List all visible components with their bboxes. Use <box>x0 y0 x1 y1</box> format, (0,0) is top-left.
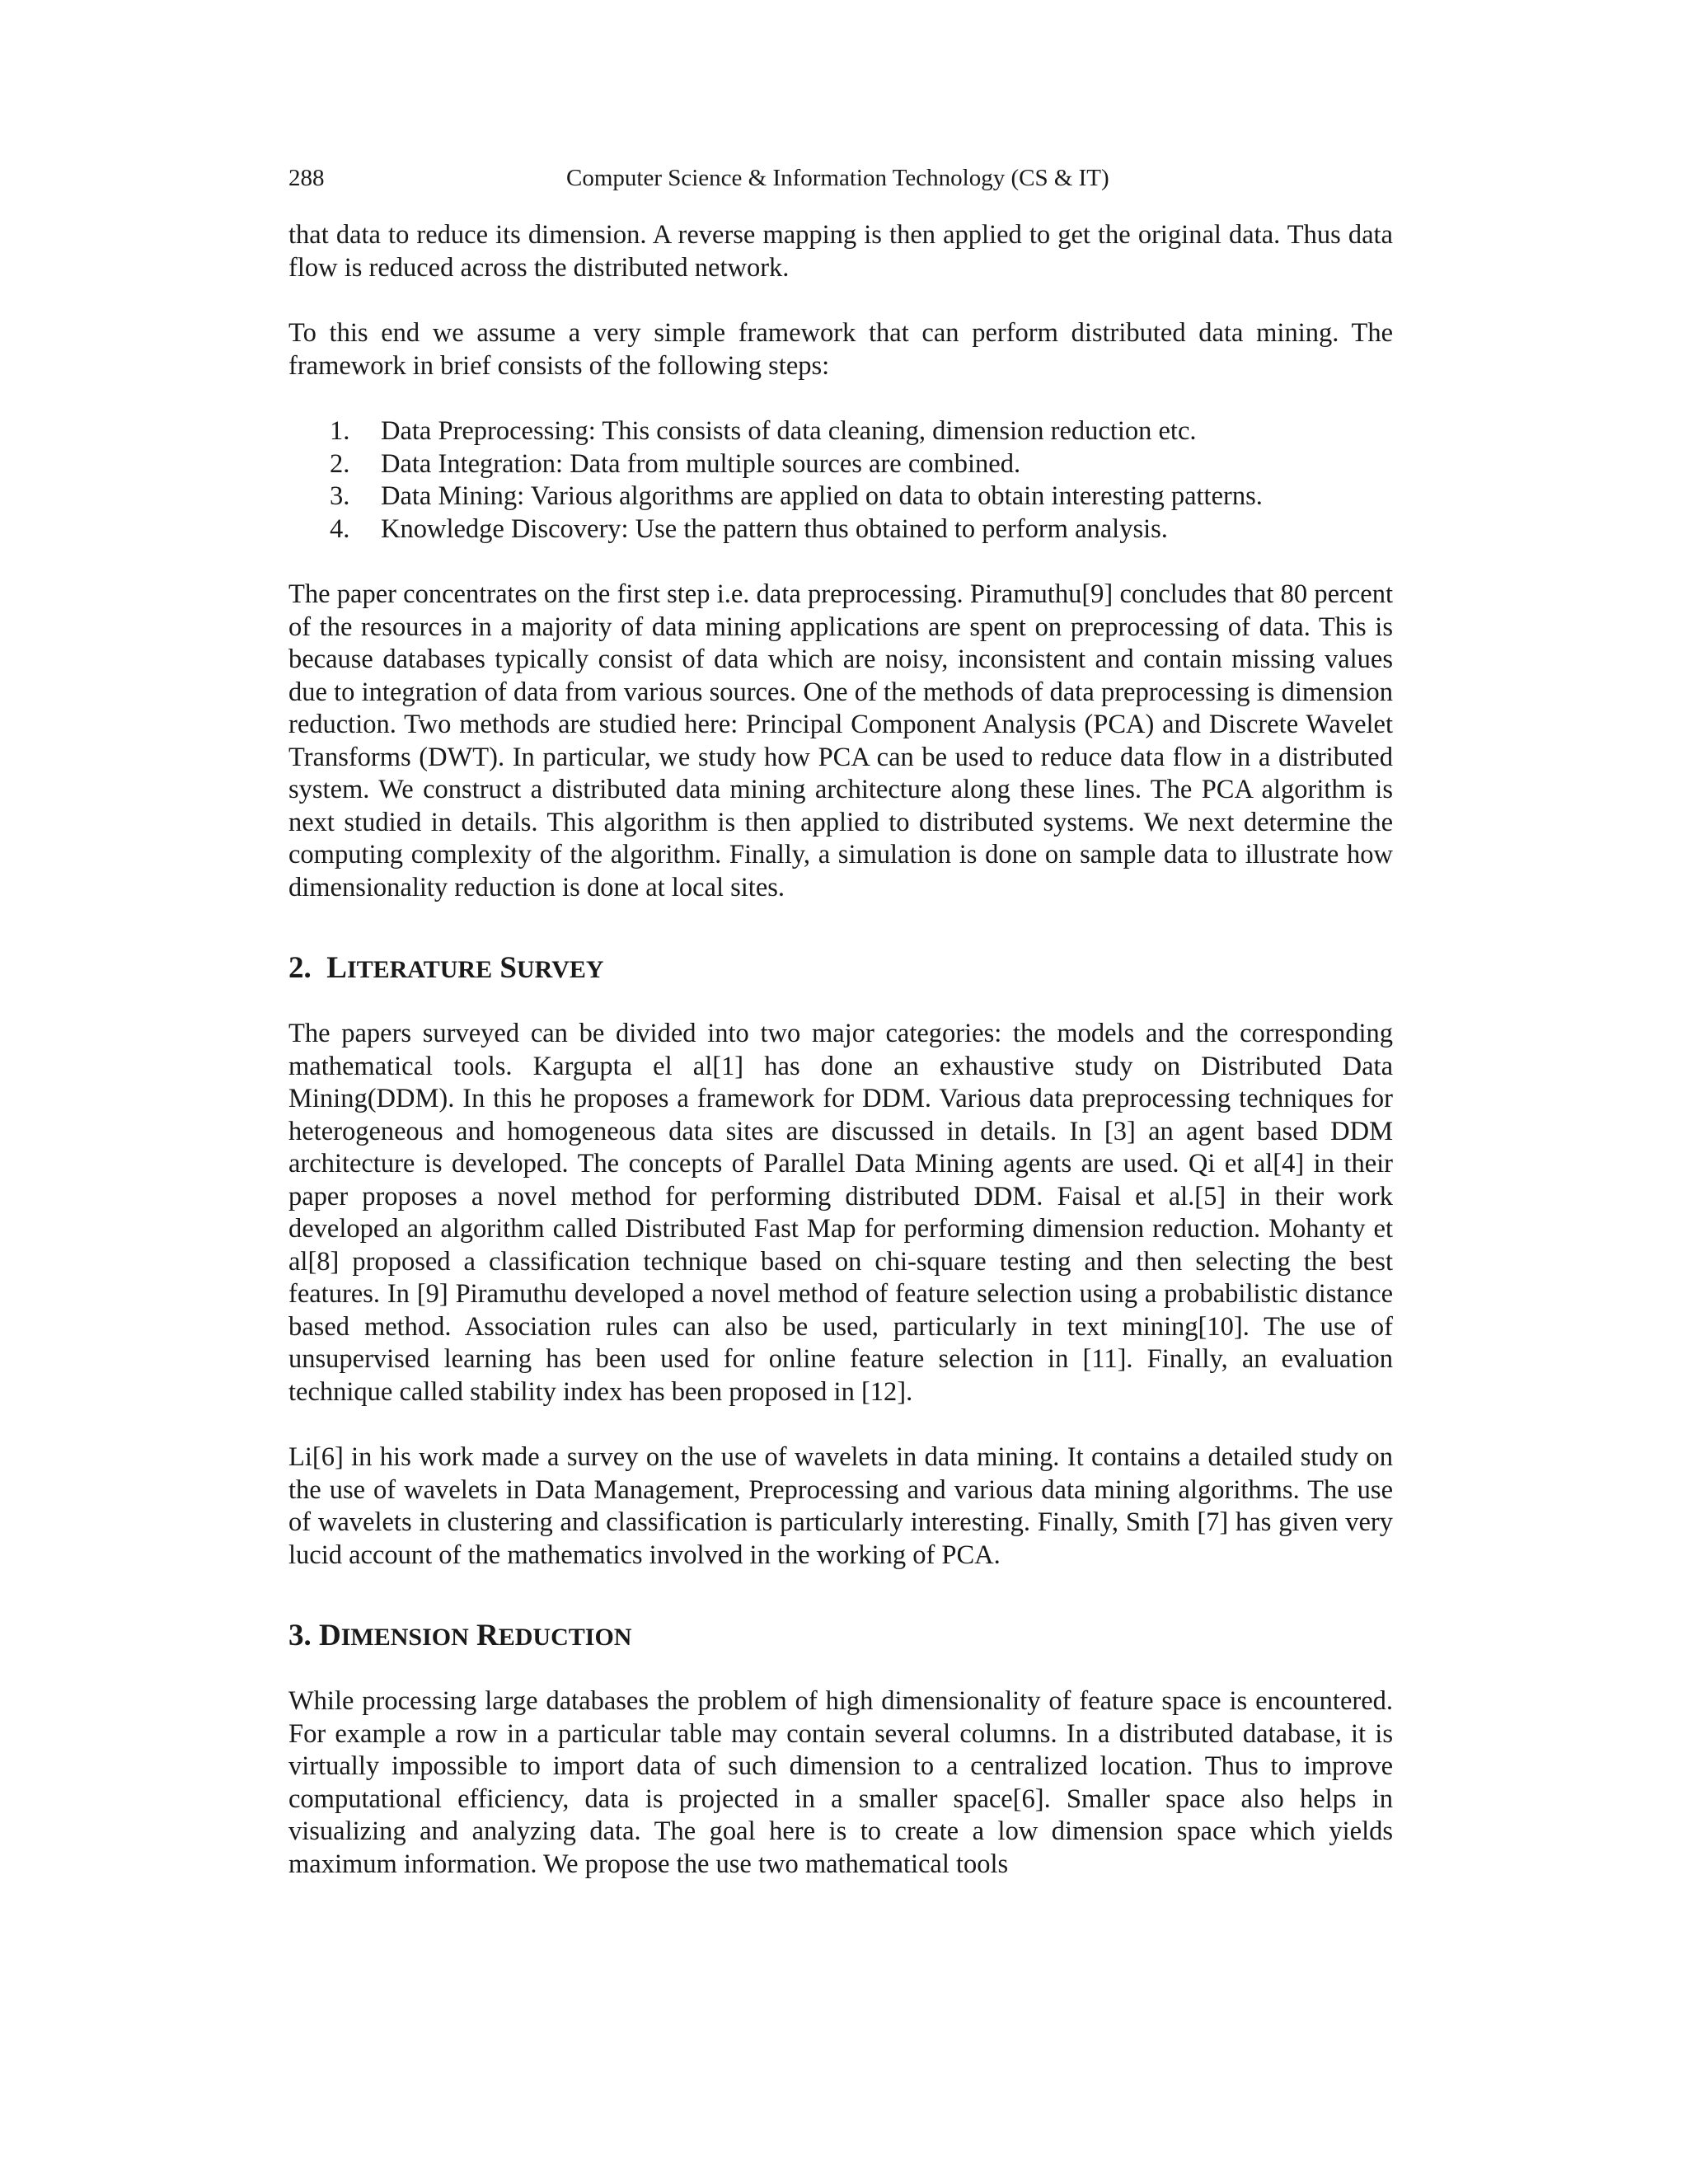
paragraph-intro: that data to reduce its dimension. A reverse mapping is then applied to get the original data. Thus data flow is reduced across the distributed network. <box>288 220 1393 283</box>
list-number: 2. <box>330 448 350 479</box>
list-item <box>288 513 1393 546</box>
paragraph-wavelets: Li[6] in his work made a survey on the use of wavelets in data mining. It contains a detailed study on the use of wavelets in Data Management, Preprocessing and various data mining algorithms. The use of wavelets in clustering and classification is particularly interesting. Finally, Smith [7] has given very lucid account of the mathematics involved in the working of PCA. <box>288 1442 1393 1570</box>
paragraph-survey: The papers surveyed can be divided into two major categories: the models and the corresponding mathematical tools. Kargupta el al[1] has done an exhaustive study on Distributed Data Mining(DDM). In this he proposes a framework for DDM. Various data preprocessing techniques for heterogeneous and homogeneous data sites are discussed in details. In [3] an agent based DDM architecture is developed. The concepts of Parallel Data Mining agents are used. Qi et al[4] in their paper proposes a novel method for performing distributed DDM. Faisal et al.[5] in their work developed an algorithm called Distributed Fast Map for performing dimension reduction. Mohanty et al[8] proposed a classification technique based on chi-square testing and then selecting the best features. In [9] Piramuthu developed a novel method of feature selection using a probabilistic distance based method. Association rules can also be used, particularly in text mining[10]. The use of unsupervised learning has been used for online feature selection in [11]. Finally, an evaluation technique called stability index has been proposed in [12]. <box>288 1019 1393 1407</box>
list-text: Data Preprocessing: This consists of data cleaning, dimension reduction etc. <box>381 416 1197 446</box>
list-text: Knowledge Discovery: Use the pattern thus obtained to perform analysis. <box>381 513 1168 544</box>
section-heading-dimension-reduction: 3. DIMENSION REDUCTION <box>288 1619 632 1652</box>
list-number: 4. <box>330 513 350 544</box>
paragraph-framework: To this end we assume a very simple framework that can perform distributed data mining. The framework in brief consists of the following steps: <box>288 318 1393 381</box>
list-text: Data Mining: Various algorithms are applied on data to obtain interesting patterns. <box>381 481 1263 511</box>
list-item <box>288 480 1393 513</box>
page-number: 288 <box>288 165 325 191</box>
framework-steps-list <box>288 415 1393 546</box>
section-number: 2. <box>288 951 312 985</box>
list-text: Data Integration: Data from multiple sources are combined. <box>381 448 1021 479</box>
paragraph-dimension: While processing large databases the problem of high dimensionality of feature space is encountered. For example a row in a particular table may contain several columns. In a distributed database, it is virtually impossible to import data of such dimension to a centralized location. Thus to improve computational efficiency, data is projected in a smaller space[6]. Smaller space also helps in visualizing and analyzing data. The goal here is to create a low dimension space which yields maximum information. We propose the use two mathematical tools <box>288 1686 1393 1879</box>
paragraph-paper-focus: The paper concentrates on the first step i.e. data preprocessing. Piramuthu[9] concludes that 80 percent of the resources in a majority of data mining applications are spent on preprocessing of data. This is because databases typically consist of data which are noisy, inconsistent and contain missing values due to integration of data from various sources. One of the methods of data preprocessing is dimension reduction. Two methods are studied here: Principal Component Analysis (PCA) and Discrete Wavelet Transforms (DWT). In particular, we study how PCA can be used to reduce data flow in a distributed system. We construct a distributed data mining architecture along these lines. The PCA algorithm is next studied in details. This algorithm is then applied to distributed systems. We next determine the computing complexity of the algorithm. Finally, a simulation is done on sample data to illustrate how dimensionality reduction is done at local sites. <box>288 579 1393 902</box>
running-header <box>288 162 1393 194</box>
list-item <box>288 448 1393 481</box>
journal-title: Computer Science & Information Technology (CS & IT) <box>566 165 1109 191</box>
body-text <box>288 219 1393 1881</box>
section-number: 3. <box>288 1619 312 1652</box>
section-heading-literature-survey: 2. LITERATURE SURVEY <box>288 951 604 985</box>
list-item <box>288 415 1393 448</box>
list-number: 1. <box>330 416 350 446</box>
list-number: 3. <box>330 481 350 511</box>
